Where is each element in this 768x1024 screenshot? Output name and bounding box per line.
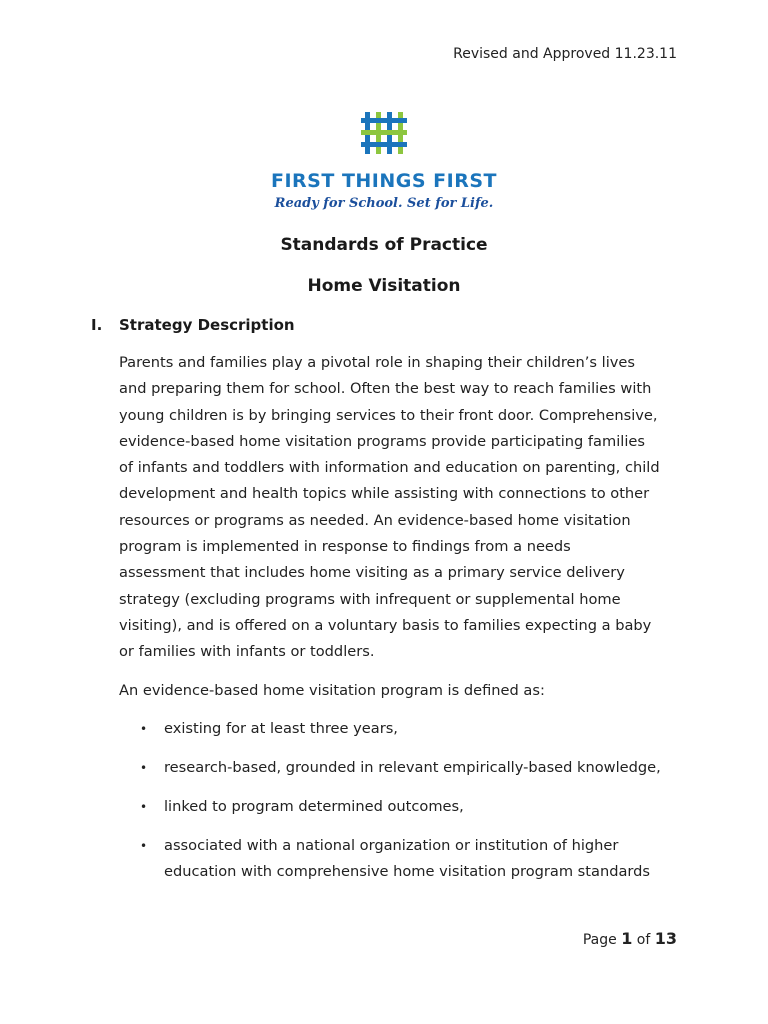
definition-intro: An evidence-based home visitation program is defined as: [119, 682, 545, 699]
logo-mark-icon [359, 110, 409, 156]
paragraph-line: resources or programs as needed. An evidence-based home visitation [119, 511, 631, 529]
paragraph-line: and preparing them for school. Often the best way to reach families with [119, 380, 652, 398]
list-item-text: associated with a national organization or institution of higher [164, 837, 619, 854]
section-heading [91, 316, 295, 334]
strategy-description-paragraph [119, 350, 689, 666]
bullet-icon: • [140, 761, 148, 775]
paragraph-line: of infants and toddlers with information and education on parenting, child [119, 459, 660, 477]
document-subtitle: Home Visitation [307, 276, 461, 296]
list-item [136, 794, 661, 820]
paragraph-line: assessment that includes home visiting as a primary service delivery [119, 564, 625, 582]
section-number: I. [91, 316, 103, 334]
logo-name: FIRST THINGS FIRST [271, 170, 497, 192]
total-pages: 13 [654, 929, 677, 948]
list-item-text: research-based, grounded in relevant empirically-based knowledge, [164, 759, 661, 776]
paragraph-line: or families with infants or toddlers. [119, 643, 375, 661]
document-title: Standards of Practice [280, 235, 488, 255]
page-number [583, 929, 677, 948]
definition-list [136, 716, 661, 898]
paragraph-line: program is implemented in response to findings from a needs [119, 538, 571, 556]
list-item-text: education with comprehensive home visitation program standards [164, 863, 651, 880]
page-label: Page [582, 932, 617, 948]
revision-note: Revised and Approved 11.23.11 [453, 46, 677, 62]
bullet-icon: • [140, 839, 148, 853]
paragraph-line: strategy (excluding programs with infrequent or supplemental home [119, 590, 621, 608]
paragraph-line: Parents and families play a pivotal role in shaping their children’s lives [119, 354, 635, 371]
of-label: of [636, 932, 651, 948]
bullet-icon: • [140, 722, 148, 736]
list-item [136, 755, 661, 781]
paragraph-line: young children is by bringing services to their front door. Comprehensive, [119, 406, 658, 424]
list-item [136, 833, 661, 885]
current-page: 1 [621, 929, 633, 948]
bullet-icon: • [140, 800, 148, 814]
paragraph-line: development and health topics while assisting with connections to other [119, 485, 650, 503]
first-things-first-logo [0, 110, 768, 211]
paragraph-line: evidence-based home visitation programs provide participating families [119, 432, 645, 450]
list-item-text: existing for at least three years, [164, 720, 398, 737]
logo-tagline: Ready for School. Set for Life. [274, 196, 494, 211]
list-item-text: linked to program determined outcomes, [164, 798, 464, 815]
list-item [136, 716, 661, 742]
paragraph-line: visiting), and is offered on a voluntary basis to families expecting a baby [119, 616, 652, 634]
section-title: Strategy Description [119, 316, 295, 334]
